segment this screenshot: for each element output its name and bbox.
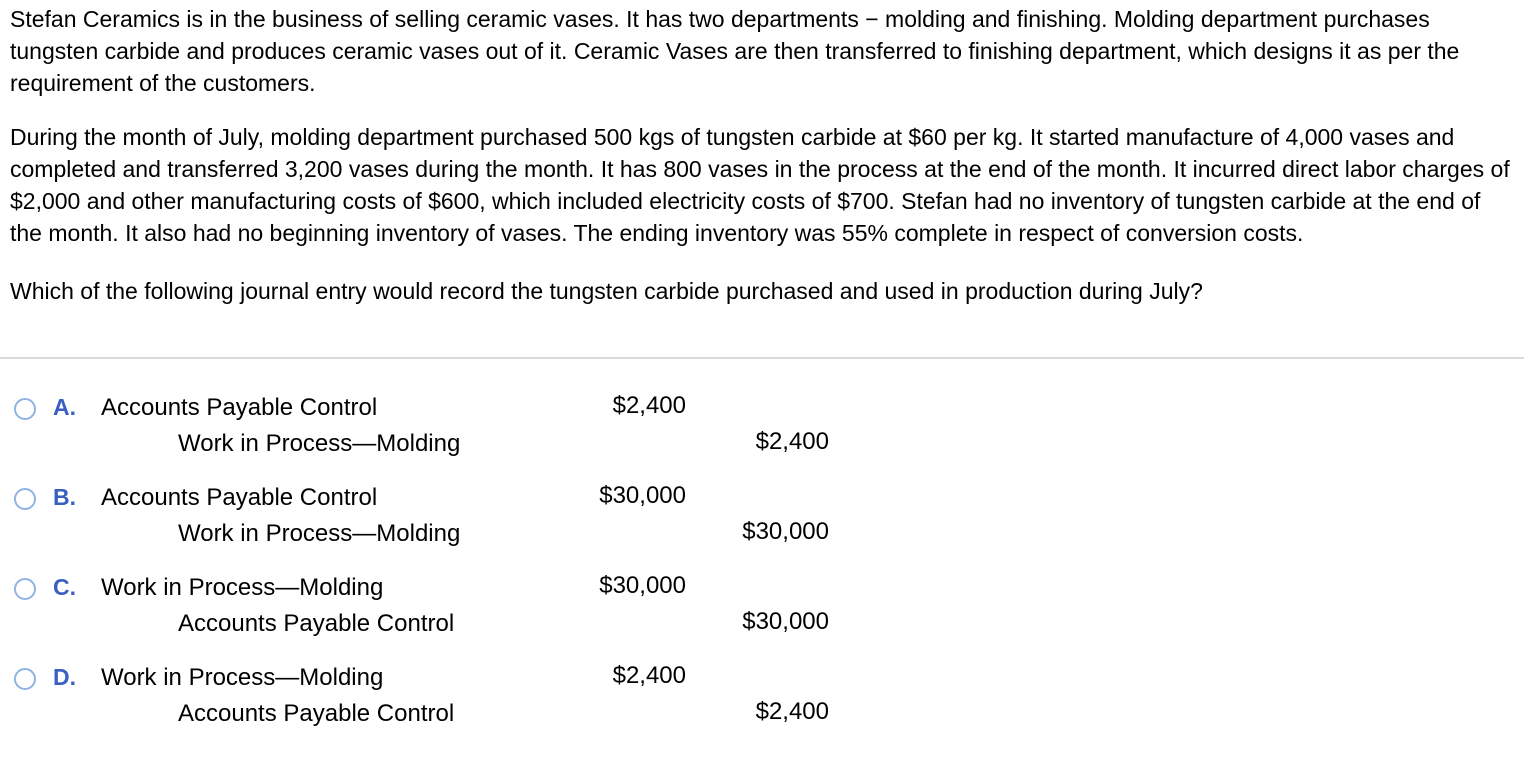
credit-amount-d: $2,400 <box>755 698 829 725</box>
question-prompt: Which of the following journal entry would record the tungsten carbide purchased and used in production during July? <box>10 278 1203 304</box>
answer-option-d[interactable] <box>0 662 900 746</box>
debit-amount-a: $2,400 <box>612 392 686 419</box>
option-letter-b[interactable]: B. <box>53 484 76 510</box>
option-letter-c[interactable]: C. <box>53 574 76 600</box>
credit-account-d: Accounts Payable Control <box>178 700 455 727</box>
debit-amount-c: $30,000 <box>599 572 686 599</box>
radio-button-b[interactable] <box>14 488 36 510</box>
radio-button-c[interactable] <box>14 578 36 600</box>
credit-amount-c: $30,000 <box>742 608 829 635</box>
credit-account-a: Work in Process—Molding <box>178 430 461 457</box>
debit-amount-d: $2,400 <box>612 662 686 689</box>
credit-amount-a: $2,400 <box>755 428 829 455</box>
credit-amount-b: $30,000 <box>742 518 829 545</box>
option-letter-d[interactable]: D. <box>53 664 76 690</box>
radio-button-a[interactable] <box>14 398 36 420</box>
answer-option-b[interactable] <box>0 482 900 566</box>
question-paragraph-1: Stefan Ceramics is in the business of selling ceramic vases. It has two departments − molding and finishing. Molding department purchases tungsten carbide and produces ceramic vases out of it. Ceramic Vases are then transferred to finishing department, which designs it as per the requirement of the customers. <box>10 6 1460 96</box>
question-paragraph-2: During the month of July, molding department purchased 500 kgs of tungsten carbide at $60 per kg. It started manufacture of 4,000 vases and completed and transferred 3,200 vases during the month. It has 800 vases in the process at the end of the month. It incurred direct labor charges of $2,000 and other manufacturing costs of $600, which included electricity costs of $700. Stefan had no inventory of tungsten carbide at the end of the month. It also had no beginning inventory of vases. The ending inventory was 55% complete in respect of conversion costs. <box>10 124 1510 246</box>
answer-option-a[interactable] <box>0 392 900 476</box>
answer-option-c[interactable] <box>0 572 900 656</box>
debit-account-a: Accounts Payable Control <box>101 394 378 421</box>
credit-account-b: Work in Process—Molding <box>178 520 461 547</box>
radio-button-d[interactable] <box>14 668 36 690</box>
debit-amount-b: $30,000 <box>599 482 686 509</box>
debit-account-b: Accounts Payable Control <box>101 484 378 511</box>
debit-account-d: Work in Process—Molding <box>101 664 384 691</box>
credit-account-c: Accounts Payable Control <box>178 610 455 637</box>
option-letter-a[interactable]: A. <box>53 394 76 420</box>
debit-account-c: Work in Process—Molding <box>101 574 384 601</box>
